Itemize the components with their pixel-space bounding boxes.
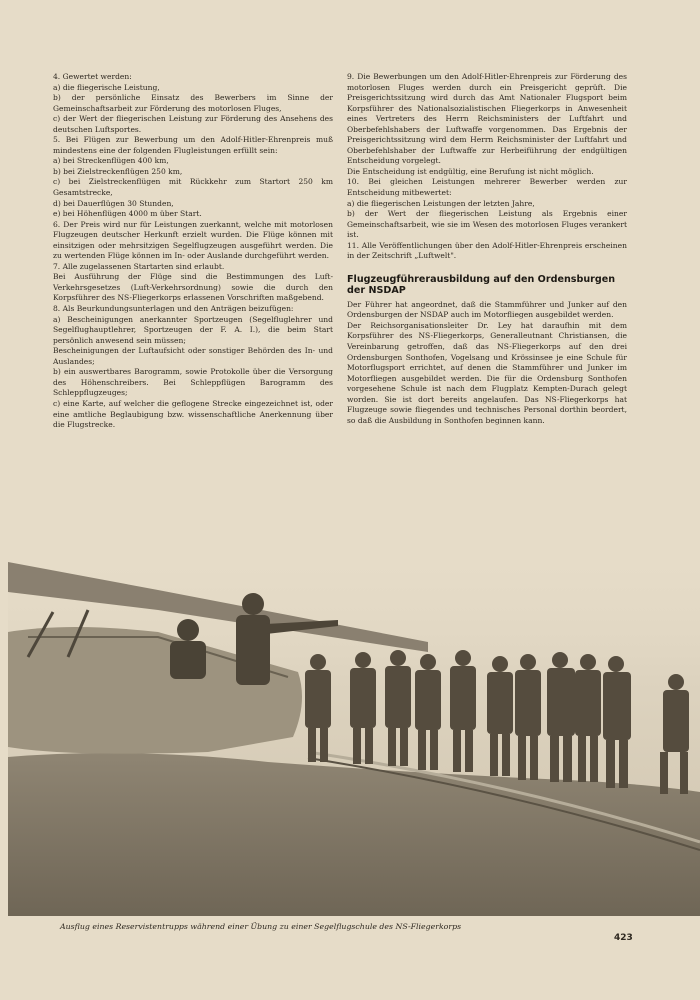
- paragraph: 7. Alle zugelassenen Startarten sind erlaubt.: [53, 261, 225, 271]
- glider-photo: [8, 552, 700, 916]
- paragraph: d) bei Dauerflügen 30 Stunden,: [53, 198, 174, 208]
- paragraph: 4. Gewertet werden:: [53, 72, 132, 81]
- paragraph: c) bei Zielstreckenflügen mit Rückkehr zum Startort 250 km Gesamtstrecke,: [53, 177, 333, 198]
- paragraph: 11. Alle Veröffentlichungen über den Adolf-Hitler-Ehrenpreis erscheinen in der Zeitschrift „Luftwelt".: [347, 240, 627, 261]
- paragraph: b) der Wert der fliegerischen Leistung als Ergebnis einer Gemeinschaftsarbeit, wie sie im Wesen des motorlosen Fluges verankert ist.: [347, 209, 627, 240]
- paragraph: b) ein auswertbares Barogramm, sowie Protokolle über die Versorgung des Höhenschreibers. Bei Schleppflügen Barogramm des Schleppflugzeuges;: [53, 367, 333, 398]
- paragraph: Bescheinigungen der Luftaufsicht oder sonstiger Behörden des In- und Auslandes;: [53, 346, 333, 366]
- paragraph: a) die fliegerischen Leistungen der letzten Jahre,: [347, 198, 535, 208]
- paragraph: b) der persönliche Einsatz des Bewerbers im Sinne der Gemeinschaftsarbeit zur Förderung des motorlosen Fluges,: [53, 93, 333, 113]
- paragraph: a) bei Streckenflügen 400 km,: [53, 156, 169, 166]
- photo-illustration: [8, 552, 700, 916]
- photo-caption: Ausflug eines Reservistentrupps während einer Übung zu einer Segelflugschule des NS-Fliegerkorps: [60, 922, 462, 931]
- paragraph: Die Entscheidung ist endgültig, eine Berufung ist nicht möglich.: [347, 166, 594, 176]
- paragraph: Der Reichsorganisationsleiter Dr. Ley hat daraufhin mit dem Korpsführer des NS-Fliegerkorps, Generalleutnant Christiansen, die Vereinbarung getroffen, daß das NS-Fliegerkorps auf den drei Ordensburgen Sonthofen, Vogelsang und Krössinsee je eine Schule für Motorflugsport errichtet, auf denen die Stammführer und Junker im Motorfliegen ausgebildet werden. Die für die Ordensburg Sonthofen vorgesehene Schule ist nach dem Flugplatz Kempten-Durach gelegt worden. Sie ist dort bereits angelaufen. Das NS-Fliegerkorps hat Flugzeuge sowie fliegendes und technisches Personal dorthin beordert, so daß die Ausbildung in Sonthofen beginnen kann.: [347, 320, 627, 425]
- paragraph: Bei Ausführung der Flüge sind die Bestimmungen des Luft-Verkehrsgesetzes (Luft-Verkehrsordnung) sowie die durch den Korpsführer des NS-Fliegerkorps erlassenen Vorschriften maßgebend.: [53, 272, 333, 303]
- paragraph: a) Bescheinigungen anerkannter Sportzeugen (Segelfluglehrer und Segelflughauptlehrer, Sportzeugen der F. A. I.), die beim Start persönlich anwesend sein müssen;: [53, 314, 333, 345]
- page-number: 423: [614, 933, 633, 943]
- paragraph: c) der Wert der fliegerischen Leistung zur Förderung des Ansehens des deutschen Luftsportes.: [53, 114, 333, 134]
- paragraph: a) die fliegerische Leistung,: [53, 82, 160, 92]
- right-text-column: [347, 72, 627, 426]
- paragraph: Der Führer hat angeordnet, daß die Stammführer und Junker auf den Ordensburgen der NSDAP auch im Motorfliegen ausgebildet werden.: [347, 299, 627, 320]
- paragraph: c) eine Karte, auf welcher die geflogene Strecke eingezeichnet ist, oder eine amtliche Beglaubigung bzw. wissenschaftliche Anerkennung über die Flugstrecke.: [53, 398, 333, 430]
- paragraph: 9. Die Bewerbungen um den Adolf-Hitler-Ehrenpreis zur Förderung des motorlosen Fluges werden durch ein Preisgericht geprüft. Die Preisgerichtssitzung wird durch das Amt Nationaler Flugsport beim Korpsführer des Nationalsozialistischen Fliegerkorps in Anwesenheit eines Vertreters des Herrn Reichsministers der Luftfahrt und Oberbefehlshabers der Luftwaffe vorgenommen. Das Ergebnis der Preisgerichtssitzung wird dem Herrn Reichsminister der Luftfahrt und Oberbefehlshaber der Luftwaffe zur Herbeiführung der endgültigen Entscheidung vorgelegt.: [347, 72, 627, 166]
- paragraph: 6. Der Preis wird nur für Leistungen zuerkannt, welche mit motorlosen Flugzeugen deutscher Herkunft erzielt wurden. Die Flüge können mit einsitzigen oder mehrsitzigen Segelflugzeugen ausgeführt werden. Die zu wertenden Flüge können im In- oder Auslande durchgeführt werden.: [53, 219, 333, 261]
- paragraph: 10. Bei gleichen Leistungen mehrerer Bewerber werden zur Entscheidung mitbewertet:: [347, 177, 627, 198]
- paragraph: 5. Bei Flügen zur Bewerbung um den Adolf-Hitler-Ehrenpreis muß mindestens eine der folgenden Flugleistungen erfüllt sein:: [53, 135, 333, 155]
- paragraph: b) bei Zielstreckenflügen 250 km,: [53, 166, 183, 176]
- paragraph: 8. Als Beurkundungsunterlagen und den Anträgen beizufügen:: [53, 304, 294, 314]
- paragraph: e) bei Höhenflügen 4000 m über Start.: [53, 209, 202, 219]
- section-heading: Flugzeugführerausbildung auf den Ordensburgen der NSDAP: [347, 273, 616, 297]
- left-text-column: [53, 72, 333, 431]
